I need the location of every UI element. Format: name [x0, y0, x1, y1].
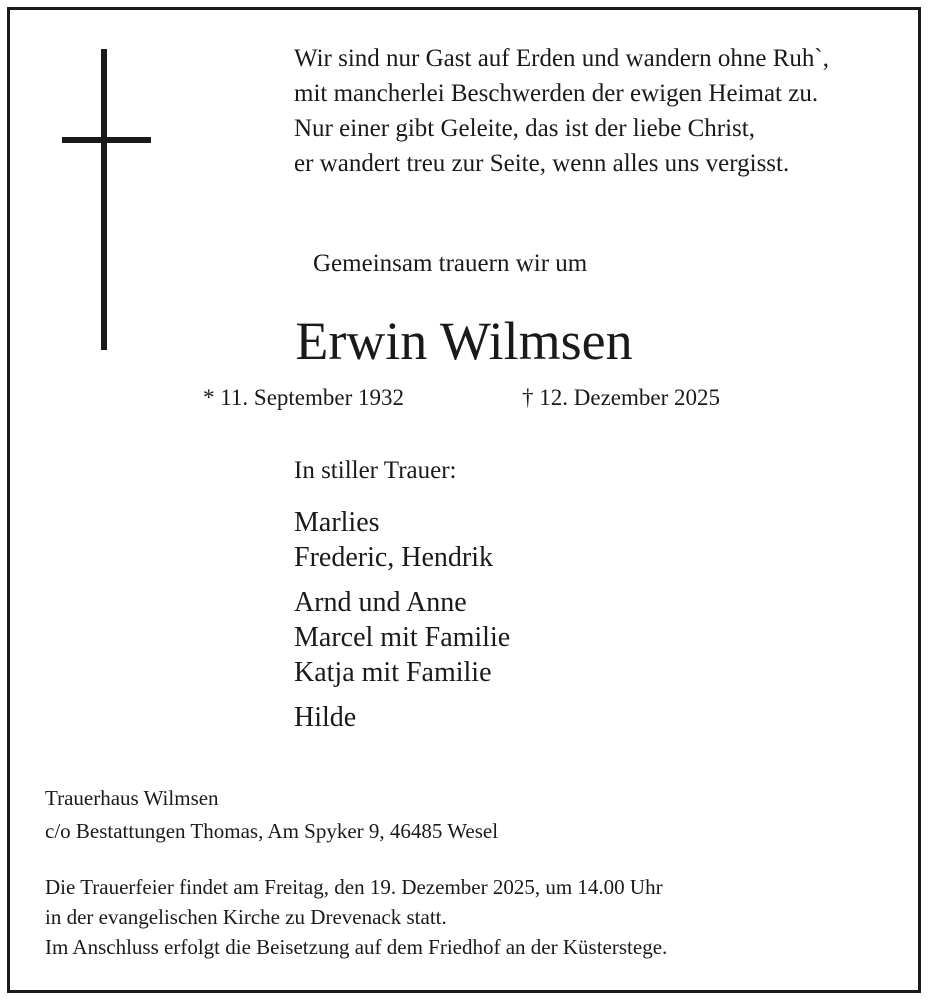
- poem-line: Wir sind nur Gast auf Erden und wandern ohne Ruh`,: [294, 45, 829, 72]
- mourners-label: In stiller Trauer:: [294, 457, 457, 484]
- service-line: in der evangelischen Kirche zu Drevenack statt.: [45, 905, 447, 929]
- mourner-group: [294, 505, 510, 575]
- poem-verse: [294, 41, 829, 181]
- mourner-name: Hilde: [294, 702, 357, 733]
- mourner-name: Marcel mit Familie: [294, 622, 511, 653]
- death-date: † 12. Dezember 2025: [522, 385, 720, 410]
- mourning-house-address: [45, 782, 498, 848]
- mourner-name: Katja mit Familie: [294, 657, 492, 688]
- mourner-name: Frederic, Hendrik: [294, 542, 494, 573]
- service-line: Die Trauerfeier findet am Freitag, den 19. Dezember 2025, um 14.00 Uhr: [45, 875, 663, 899]
- mourner-group: [294, 585, 510, 690]
- address-line: c/o Bestattungen Thomas, Am Spyker 9, 46485 Wesel: [45, 819, 499, 843]
- mourner-name: Arnd und Anne: [294, 587, 467, 618]
- mourner-group: [294, 700, 510, 735]
- mourner-name: Marlies: [294, 507, 380, 538]
- birth-date: * 11. September 1932: [203, 385, 405, 410]
- service-line: Im Anschluss erfolgt die Beisetzung auf dem Friedhof an der Küsterstege.: [45, 935, 668, 959]
- mourning-intro: Gemeinsam trauern wir um: [313, 250, 588, 277]
- cross-icon-horizontal: [62, 137, 151, 143]
- poem-line: mit mancherlei Beschwerden der ewigen Heimat zu.: [294, 80, 819, 107]
- deceased-name: Erwin Wilmsen: [295, 311, 633, 371]
- poem-line: er wandert treu zur Seite, wenn alles uns vergisst.: [294, 150, 790, 177]
- poem-line: Nur einer gibt Geleite, das ist der liebe Christ,: [294, 115, 755, 142]
- cross-icon-vertical: [101, 49, 107, 350]
- mourners-list: [294, 505, 510, 745]
- funeral-service-info: [45, 872, 667, 962]
- address-line: Trauerhaus Wilmsen: [45, 786, 219, 810]
